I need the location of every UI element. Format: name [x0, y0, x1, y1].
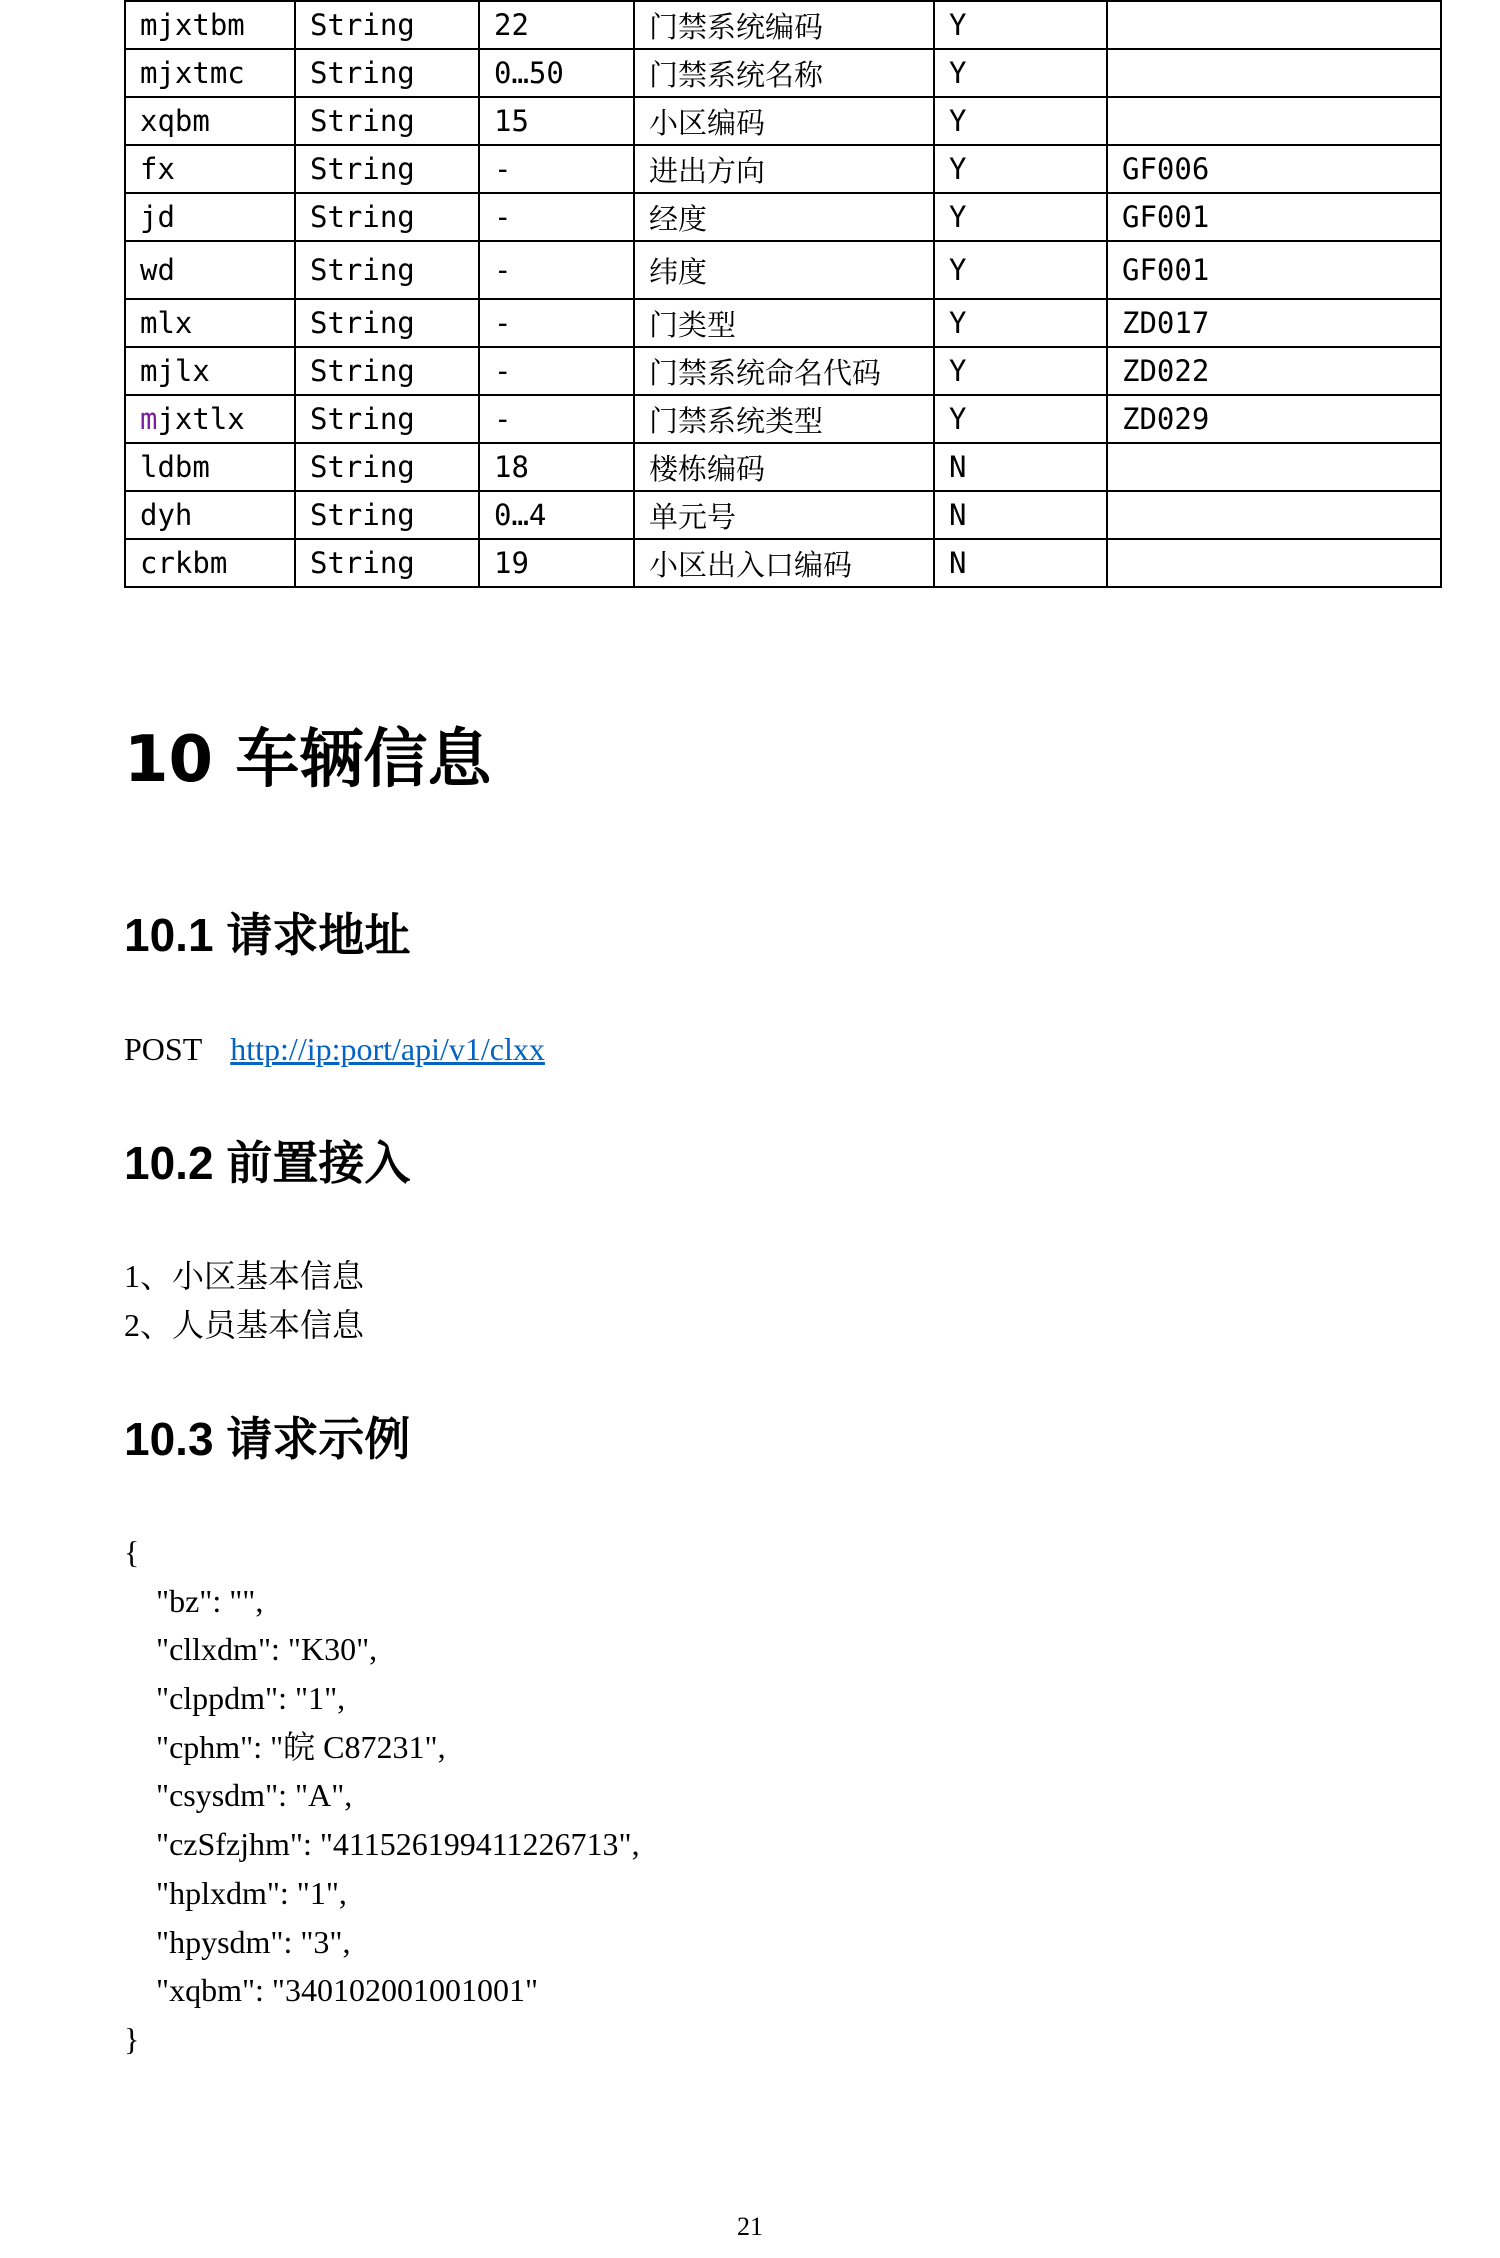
field-dict [1107, 97, 1441, 145]
field-desc: 门禁系统编码 [634, 1, 934, 49]
field-required: Y [934, 241, 1107, 299]
subsection-heading-request-url [124, 908, 411, 962]
table-row [125, 241, 1441, 299]
field-required: Y [934, 395, 1107, 443]
field-dict [1107, 443, 1441, 491]
table-row [125, 539, 1441, 587]
field-name: xqbm [125, 97, 295, 145]
field-length: 22 [479, 1, 634, 49]
field-type: String [295, 539, 479, 587]
subsection-number: 10.3 [124, 1413, 214, 1465]
field-dict: GF001 [1107, 241, 1441, 299]
subsection-heading-request-example [124, 1412, 411, 1466]
table-row [125, 1, 1441, 49]
table-row [125, 193, 1441, 241]
subsection-number: 10.1 [124, 909, 214, 961]
http-method: POST [124, 1031, 203, 1067]
field-length: - [479, 395, 634, 443]
table-row [125, 49, 1441, 97]
field-required: Y [934, 1, 1107, 49]
field-length: - [479, 299, 634, 347]
field-name: mlx [125, 299, 295, 347]
subsection-heading-prerequisites [124, 1136, 411, 1190]
field-length: 0…4 [479, 491, 634, 539]
field-name: mjlx [125, 347, 295, 395]
field-required: Y [934, 299, 1107, 347]
field-desc: 门禁系统命名代码 [634, 347, 934, 395]
code-line: "hpysdm": "3", [156, 1923, 351, 1960]
field-required: Y [934, 193, 1107, 241]
field-name: ldbm [125, 443, 295, 491]
field-type: String [295, 193, 479, 241]
field-dict: GF001 [1107, 193, 1441, 241]
field-dict [1107, 491, 1441, 539]
table-row [125, 299, 1441, 347]
field-dict: GF006 [1107, 145, 1441, 193]
field-name-rest: jxtlx [157, 402, 245, 436]
table-row [125, 443, 1441, 491]
field-desc: 进出方向 [634, 145, 934, 193]
request-line [124, 1030, 545, 1068]
field-desc: 纬度 [634, 241, 934, 299]
field-length: 18 [479, 443, 634, 491]
field-name: jd [125, 193, 295, 241]
table-row [125, 347, 1441, 395]
field-name [125, 395, 295, 443]
field-desc: 楼栋编码 [634, 443, 934, 491]
code-line: "hplxdm": "1", [156, 1874, 347, 1911]
subsection-number: 10.2 [124, 1137, 214, 1189]
field-name: dyh [125, 491, 295, 539]
field-required: N [934, 491, 1107, 539]
field-type: String [295, 299, 479, 347]
subsection-title: 请求示例 [226, 1412, 411, 1466]
prerequisite-list [124, 1256, 364, 1354]
field-name: mjxtmc [125, 49, 295, 97]
field-required: N [934, 539, 1107, 587]
table-row [125, 491, 1441, 539]
field-required: Y [934, 49, 1107, 97]
field-type: String [295, 395, 479, 443]
field-type: String [295, 49, 479, 97]
table-row [125, 145, 1441, 193]
code-line: "clppdm": "1", [156, 1680, 346, 1717]
code-line: "czSfzjhm": "411526199411226713", [156, 1826, 640, 1863]
subsection-title: 前置接入 [226, 1136, 411, 1190]
field-dict: ZD017 [1107, 299, 1441, 347]
field-desc: 单元号 [634, 491, 934, 539]
code-line: "bz": "", [156, 1582, 264, 1619]
field-desc: 经度 [634, 193, 934, 241]
field-type: String [295, 443, 479, 491]
code-line: { [124, 1534, 140, 1570]
field-desc: 小区编码 [634, 97, 934, 145]
field-dict: ZD022 [1107, 347, 1441, 395]
field-type: String [295, 145, 479, 193]
code-line: "csysdm": "A", [156, 1777, 353, 1814]
request-url-link[interactable]: http://ip:port/api/v1/clxx [230, 1031, 545, 1067]
field-name-first-letter: m [140, 402, 158, 436]
field-type: String [295, 491, 479, 539]
field-required: Y [934, 145, 1107, 193]
field-desc: 门类型 [634, 299, 934, 347]
field-desc: 小区出入口编码 [634, 539, 934, 587]
section-title: 车辆信息 [235, 723, 492, 797]
field-required: N [934, 443, 1107, 491]
list-item: 1、小区基本信息 [124, 1258, 365, 1294]
field-length: 15 [479, 97, 634, 145]
section-number: 10 [124, 723, 214, 797]
field-desc: 门禁系统类型 [634, 395, 934, 443]
field-type: String [295, 347, 479, 395]
field-length: - [479, 241, 634, 299]
field-length: - [479, 193, 634, 241]
field-name: fx [125, 145, 295, 193]
code-line: "cphm": "皖 C87231", [156, 1728, 446, 1765]
field-dict [1107, 49, 1441, 97]
field-length: - [479, 347, 634, 395]
code-line: "xqbm": "340102001001001" [156, 1972, 539, 2009]
subsection-title: 请求地址 [226, 908, 411, 962]
field-length: 0…50 [479, 49, 634, 97]
field-name: mjxtbm [125, 1, 295, 49]
table-row [125, 97, 1441, 145]
field-dict: ZD029 [1107, 395, 1441, 443]
request-example-json [124, 1532, 640, 2068]
field-desc: 门禁系统名称 [634, 49, 934, 97]
code-line: "cllxdm": "K30", [156, 1631, 378, 1668]
field-length: - [479, 145, 634, 193]
field-type: String [295, 1, 479, 49]
field-dict [1107, 539, 1441, 587]
field-name: crkbm [125, 539, 295, 587]
field-length: 19 [479, 539, 634, 587]
field-table [124, 0, 1442, 588]
table-row [125, 395, 1441, 443]
field-name: wd [125, 241, 295, 299]
section-heading [124, 723, 492, 797]
page-number: 21 [737, 2212, 763, 2241]
field-required: Y [934, 347, 1107, 395]
code-line: } [124, 2020, 140, 2057]
field-type: String [295, 241, 479, 299]
field-type: String [295, 97, 479, 145]
field-dict [1107, 1, 1441, 49]
list-item: 2、人员基本信息 [124, 1307, 365, 1343]
field-required: Y [934, 97, 1107, 145]
